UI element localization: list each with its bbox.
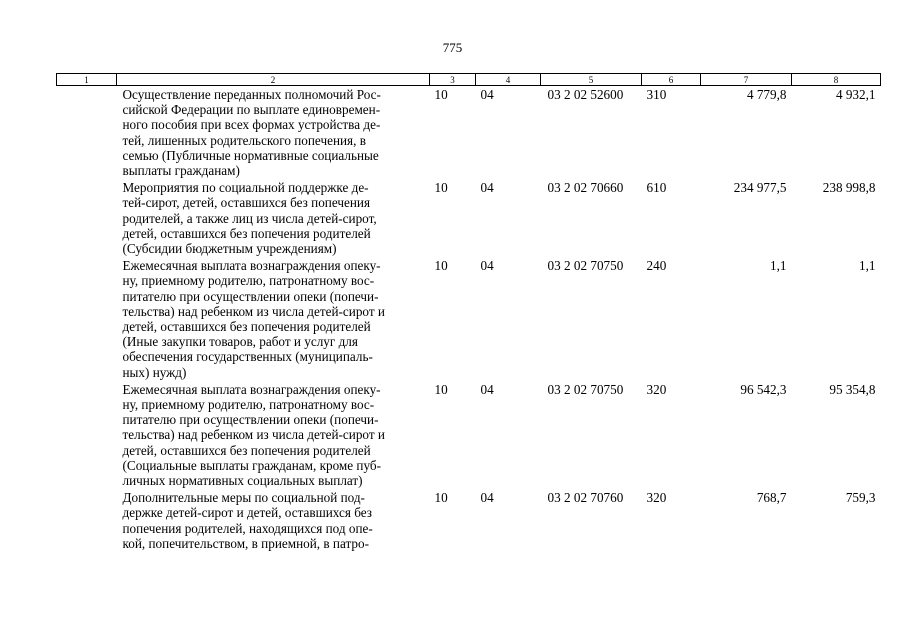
cell-name bbox=[117, 381, 430, 489]
cell-name bbox=[117, 489, 430, 552]
name-line: семью (Публичные нормативные социальные bbox=[122, 147, 379, 163]
cell-name bbox=[117, 179, 430, 257]
cell-sum-1: 96 542,3 bbox=[740, 381, 787, 397]
cell-sum-1: 1,1 bbox=[770, 258, 787, 274]
cell-rz: 10 bbox=[434, 381, 448, 397]
cell-vr: 320 bbox=[646, 490, 667, 506]
name-line: кой, попечительством, в приемной, в патро- bbox=[122, 535, 369, 551]
header-col-4: 4 bbox=[476, 74, 541, 86]
cell-col-1 bbox=[57, 489, 117, 552]
name-line: ну, приемному родителю, патронатному вос- bbox=[122, 397, 375, 413]
cell-pr: 04 bbox=[480, 490, 494, 506]
cell-rz: 10 bbox=[434, 87, 448, 102]
cell-vr: 320 bbox=[646, 381, 667, 397]
cell-csr: 03 2 02 70660 bbox=[547, 180, 624, 196]
name-line: сийской Федерации по выплате единовремен- bbox=[122, 102, 381, 118]
cell-col-1 bbox=[57, 179, 117, 257]
cell-sum-2: 95 354,8 bbox=[829, 381, 876, 397]
name-line: ну, приемному родителю, патронатному вос- bbox=[122, 273, 375, 289]
header-col-5: 5 bbox=[541, 74, 642, 86]
cell-col-1 bbox=[57, 257, 117, 381]
cell-rz: 10 bbox=[434, 490, 448, 506]
cell-sum-2: 1,1 bbox=[859, 258, 876, 274]
name-line: родителей, а также лиц из числа детей-сирот, bbox=[122, 210, 377, 226]
name-line: тельства) над ребенком из числа детей-сирот и bbox=[122, 427, 385, 443]
name-line: ных) нужд) bbox=[122, 364, 187, 380]
cell-csr: 03 2 02 70750 bbox=[547, 381, 624, 397]
cell-sum-2: 238 998,8 bbox=[822, 180, 876, 196]
name-line: тей, лишенных родительского попечения, в bbox=[122, 132, 366, 148]
cell-pr: 04 bbox=[480, 381, 494, 397]
name-line: детей, оставшихся без попечения родителей bbox=[122, 442, 371, 458]
cell-pr: 04 bbox=[480, 87, 494, 102]
page-number: 775 bbox=[442, 40, 463, 55]
cell-col-1 bbox=[57, 381, 117, 489]
name-line: ного пособия при всех формах устройства де- bbox=[122, 117, 381, 133]
name-line: личных нормативных социальных выплат) bbox=[122, 473, 363, 489]
header-row bbox=[57, 74, 881, 86]
name-line: Мероприятия по социальной поддержке де- bbox=[122, 180, 369, 196]
table-body bbox=[57, 86, 881, 553]
cell-vr: 610 bbox=[646, 180, 667, 196]
name-line: питателю при осуществлении опеки (попечи- bbox=[122, 412, 379, 428]
header-col-2: 2 bbox=[117, 74, 430, 86]
cell-sum-1: 234 977,5 bbox=[733, 180, 787, 196]
table-row bbox=[57, 381, 881, 489]
cell-csr: 03 2 02 70750 bbox=[547, 258, 624, 274]
name-line: Ежемесячная выплата вознаграждения опеку- bbox=[122, 258, 381, 274]
name-line: (Социальные выплаты гражданам, кроме пуб- bbox=[122, 457, 381, 473]
cell-pr: 04 bbox=[480, 258, 494, 274]
name-line: Ежемесячная выплата вознаграждения опеку- bbox=[122, 381, 381, 397]
cell-rz: 10 bbox=[434, 258, 448, 274]
name-line: (Субсидии бюджетным учреждениям) bbox=[122, 241, 337, 257]
table-row bbox=[57, 257, 881, 381]
cell-sum-1: 4 779,8 bbox=[746, 87, 787, 102]
table-row bbox=[57, 489, 881, 552]
cell-col-1 bbox=[57, 86, 117, 180]
cell-name bbox=[117, 257, 430, 381]
cell-pr: 04 bbox=[480, 180, 494, 196]
cell-csr: 03 2 02 52600 bbox=[547, 87, 624, 102]
cell-csr: 03 2 02 70760 bbox=[547, 490, 624, 506]
name-line: детей, оставшихся без попечения родителей bbox=[122, 225, 371, 241]
cell-sum-1: 768,7 bbox=[756, 490, 787, 506]
cell-sum-2: 4 932,1 bbox=[835, 87, 876, 102]
name-line: попечения родителей, находящихся под опе- bbox=[122, 520, 373, 536]
cell-name bbox=[117, 86, 430, 180]
cell-sum-2: 759,3 bbox=[845, 490, 876, 506]
header-col-8: 8 bbox=[792, 74, 881, 86]
name-line: обеспечения государственных (муниципаль- bbox=[122, 349, 373, 365]
header-col-3: 3 bbox=[430, 74, 476, 86]
name-line: тей-сирот, детей, оставшихся без попечения bbox=[122, 195, 371, 211]
table-row bbox=[57, 86, 881, 180]
name-line: Осуществление переданных полномочий Рос- bbox=[122, 87, 381, 102]
table-row bbox=[57, 179, 881, 257]
cell-vr: 310 bbox=[646, 87, 667, 102]
name-line: питателю при осуществлении опеки (попечи- bbox=[122, 288, 379, 304]
header-col-7: 7 bbox=[701, 74, 792, 86]
name-line: держке детей-сирот и детей, оставшихся без bbox=[122, 505, 372, 521]
cell-vr: 240 bbox=[646, 258, 667, 274]
name-line: (Иные закупки товаров, работ и услуг для bbox=[122, 334, 358, 350]
cell-rz: 10 bbox=[434, 180, 448, 196]
name-line: тельства) над ребенком из числа детей-сирот и bbox=[122, 303, 385, 319]
header-col-6: 6 bbox=[642, 74, 701, 86]
name-line: Дополнительные меры по социальной под- bbox=[122, 490, 365, 506]
header-col-1: 1 bbox=[57, 74, 117, 86]
name-line: выплаты гражданам) bbox=[122, 163, 240, 179]
budget-table bbox=[56, 73, 881, 552]
name-line: детей, оставшихся без попечения родителей bbox=[122, 319, 371, 335]
